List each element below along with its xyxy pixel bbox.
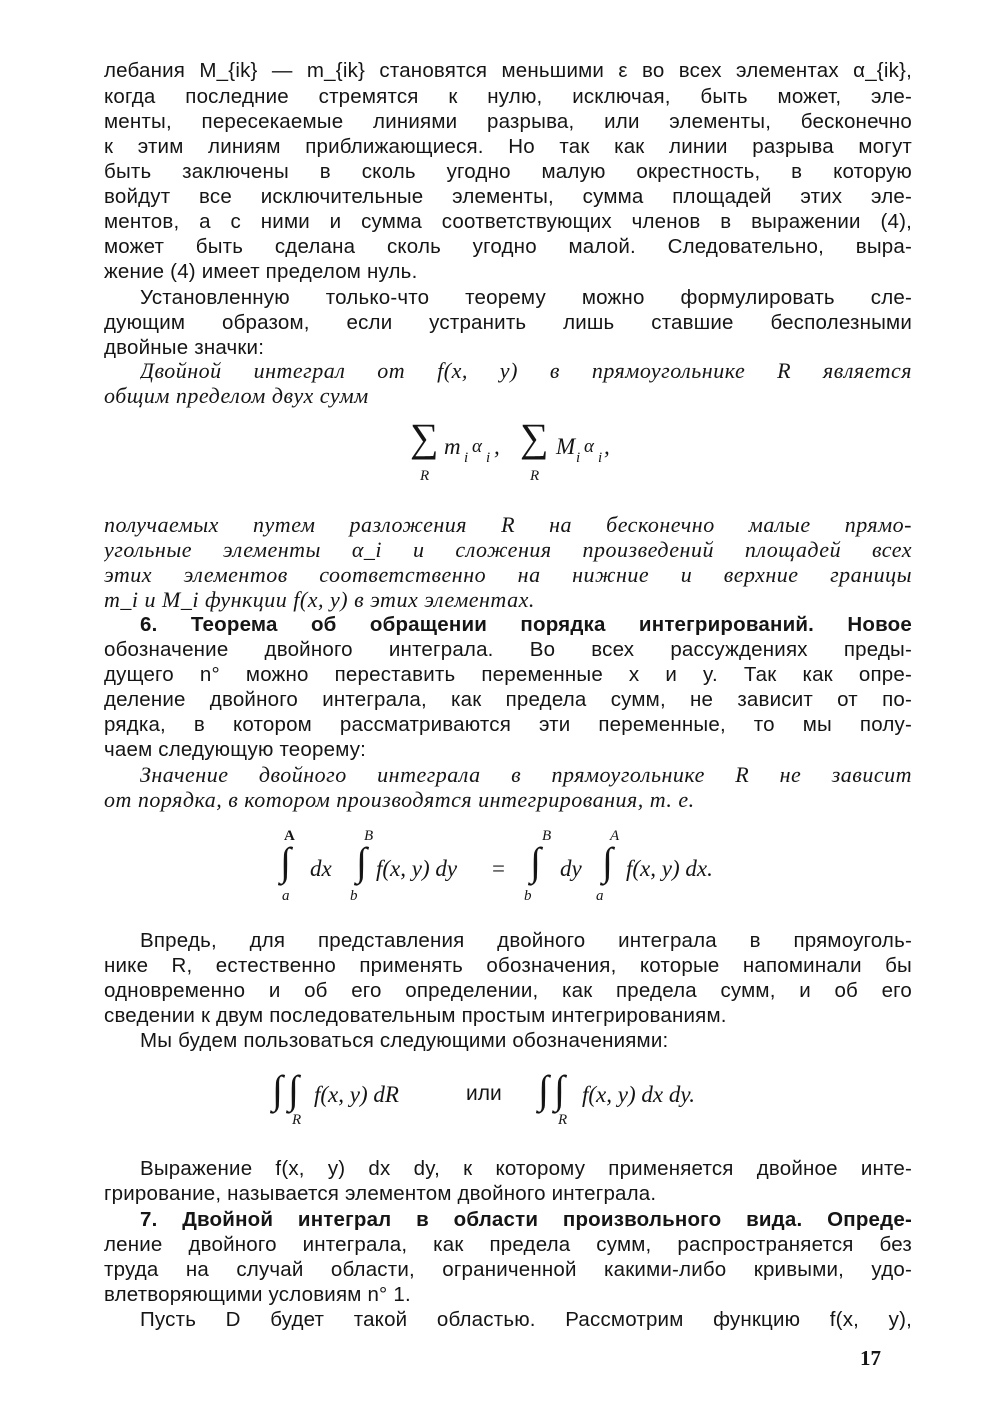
term-alpha-2: α (584, 436, 594, 457)
term-M-sub: i (576, 450, 581, 466)
integral-sign: ∫ (530, 839, 541, 884)
text-line: Пусть D будет такой областью. Рассмотрим функцию f(x, y), (140, 1308, 912, 1331)
sum-limit-1: R (420, 468, 430, 484)
text-line: Установленную только-что теорему можно формулировать сле- (140, 286, 912, 309)
lower-limit-b: b (524, 888, 532, 904)
text-line: Выражение f(x, y) dx dy, к которому применяется двойное инте- (140, 1157, 912, 1180)
sum-symbol-1: ∑ (410, 415, 439, 460)
theorem-line: получаемых путем разложения R на бесконечно малые прямо- (104, 512, 912, 537)
integral-sign: ∫ (356, 839, 367, 884)
text-line: лебания M_{ik} — m_{ik} становятся меньшими ε во всех элементах α_{ik}, (104, 59, 912, 82)
term-alpha-1: α (472, 436, 482, 457)
term-alpha-1-sub: i (486, 450, 491, 466)
text-line: обозначение двойного интеграла. Во всех рассуждениях преды- (104, 638, 912, 661)
theorem-line: Двойной интеграл от f(x, y) в прямоугольнике R является (140, 358, 912, 383)
text-line: сведении к двум последовательным простым интегрированиям. (104, 1004, 727, 1027)
theorem-line: Значение двойного интеграла в прямоугольнике R не зависит (140, 762, 912, 787)
theorem-line: угольные элементы α_i и сложения произведений площадей всех (104, 537, 912, 562)
lower-limit-a: a (596, 888, 604, 904)
lower-limit-b: b (350, 888, 358, 904)
text-line: дующим образом, если устранить лишь ставшие бесполезными (104, 311, 912, 334)
text-line: ление двойного интеграла, как предела сумм, распространяется без (104, 1233, 912, 1256)
text-line: двойные значки: (104, 336, 265, 359)
section-heading-line: 6. Теорема об обращении порядка интегрирований. Новое (140, 613, 912, 636)
text-line: менты, пересекаемые линиями разрыва, или элементы, бесконечно (104, 110, 912, 133)
sum-limit-2: R (530, 468, 540, 484)
lower-limit-a: a (282, 888, 290, 904)
text-line: быть заключены в сколь угодно малую окрестность, в которую (104, 160, 912, 183)
term-m-sub: i (464, 450, 469, 466)
text-line: когда последние стремятся к нулю, исключая, быть может, эле- (104, 85, 912, 108)
text-line: Мы будем пользоваться следующими обозначениями: (140, 1029, 669, 1052)
text-line: труда на случай области, ограниченной какими-либо кривыми, удо- (104, 1258, 912, 1281)
notation-formula (262, 1066, 762, 1138)
text-line: ментов, а с ними и сумма соответствующих членов в выражении (4), (104, 210, 912, 233)
sum-symbol-2: ∑ (520, 415, 549, 460)
integral-sign: ∫ (602, 839, 613, 884)
order-swap-formula (270, 828, 750, 910)
page-number: 17 (860, 1346, 881, 1370)
or-word: или (466, 1082, 502, 1105)
upper-limit-A: A (610, 828, 620, 844)
text-line: одновременно и об его определении, как предела сумм, и об его (104, 979, 912, 1002)
integral-sign: ∫ (272, 1067, 283, 1112)
right-expression: f(x, y) dx dy. (582, 1082, 696, 1107)
term-M: M (556, 434, 576, 459)
upper-limit-B: B (364, 828, 374, 844)
text-line: чаем следующую теорему: (104, 738, 367, 761)
sums-formula (400, 415, 640, 490)
comma: , (604, 434, 610, 459)
region-R: R (558, 1112, 568, 1128)
theorem-line: этих элементов соответственно на нижние и верхние границы (104, 562, 912, 587)
text-line: к этим линиям приближающиеся. Но так как линии разрыва могут (104, 135, 912, 158)
text-line: рядка, в котором рассматриваются эти переменные, то мы полу- (104, 713, 912, 736)
integral-sign: ∫ (538, 1067, 549, 1112)
text-line: войдут все исключительные элементы, сумма площадей этих эле- (104, 185, 912, 208)
integral-sign: ∫ (288, 1067, 299, 1112)
section-heading-line: 7. Двойной интеграл в области произвольного вида. Опреде- (140, 1208, 912, 1231)
upper-limit-A: A (284, 828, 295, 844)
text-line: влетворяющими условиям n° 1. (104, 1283, 411, 1306)
text-line: жение (4) имеет пределом нуль. (104, 260, 418, 283)
text-line: деление двойного интеграла, как предела сумм, не зависит от по- (104, 688, 912, 711)
integral-sign: ∫ (554, 1067, 565, 1112)
theorem-line: от порядка, в котором производятся интегрирования, т. е. (104, 787, 695, 812)
term-alpha-2-sub: i (598, 450, 603, 466)
theorem-line: m_i и M_i функции f(x, y) в этих элементах. (104, 587, 535, 612)
theorem-line: общим пределом двух сумм (104, 383, 369, 408)
text-line: дущего n° можно переставить переменные x и y. Так как опре- (104, 663, 912, 686)
region-R: R (292, 1112, 302, 1128)
left-integrand: f(x, y) dy (376, 856, 458, 881)
right-inner-differential: dy (560, 856, 582, 881)
text-line: грирование, называется элементом двойного интеграла. (104, 1182, 657, 1205)
comma: , (494, 434, 500, 459)
upper-limit-B: B (542, 828, 552, 844)
term-m: m (444, 434, 461, 459)
left-expression: f(x, y) dR (314, 1082, 399, 1107)
integral-sign: ∫ (280, 839, 291, 884)
text-line: может быть сделана сколь угодно малой. Следовательно, выра- (104, 235, 912, 258)
left-inner-differential: dx (310, 856, 332, 881)
text-line: Впредь, для представления двойного интеграла в прямоуголь- (140, 929, 912, 952)
text-line: нике R, естественно применять обозначения, которые напоминали бы (104, 954, 912, 977)
right-integrand: f(x, y) dx. (626, 856, 713, 881)
equals-sign: = (492, 856, 505, 881)
